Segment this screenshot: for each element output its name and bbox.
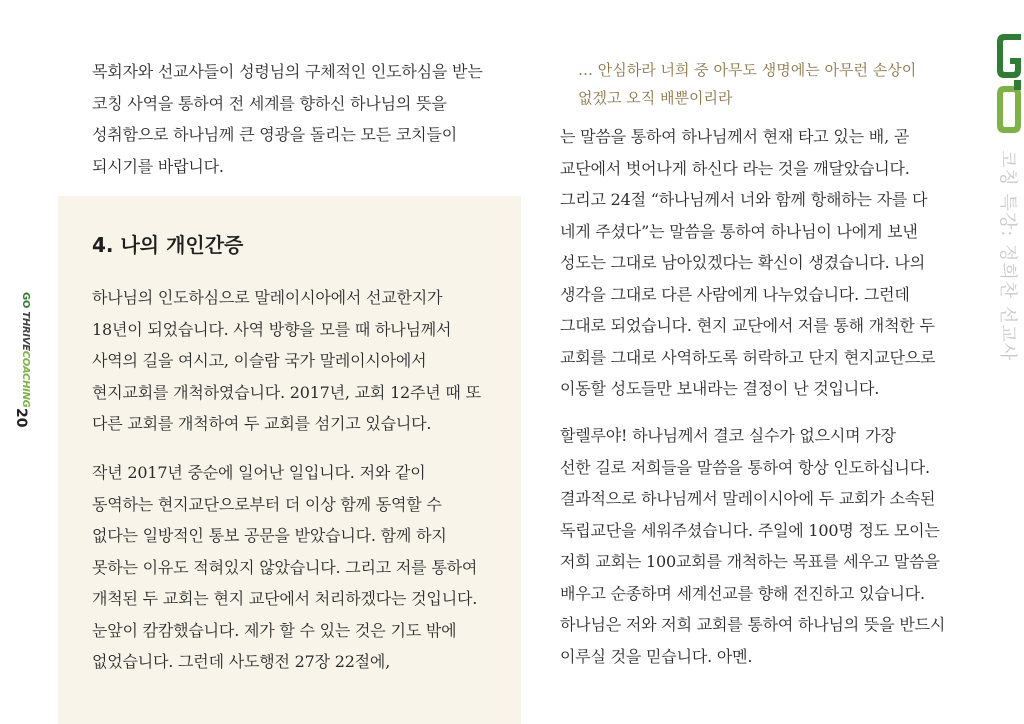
brand-go: GO (20, 292, 31, 312)
right-paragraph-1: 는 말씀을 통하여 하나님께서 현재 타고 있는 배, 곧 교단에서 벗어나게 하신다 라는 것을 깨달았습니다. 그리고 24절 “하나님께서 너와 함께 항해하는 자를 다 네게 주셨다”는 말씀을 통하여 하나님이 나에게 보낸 성도는 그대로 남아있겠다는 확신이 생겼습니다. 나의 생각을 그대로 다른 사람에게 나누었습니다. 그런데 그대로 되었습니다. 현지 교단에서 저를 통해 개척한 두 교회를 그대로 사역하도록 허락하고 단지 현지교단으로 이동할 성도들만 보내라는 결정이 난 것입니다. (560, 127, 936, 398)
testimony-paragraph-1: 하나님의 인도하심으로 말레이시아에서 선교한지가 18년이 되었습니다. 사역 방향을 모를 때 하나님께서 사역의 길을 여시고, 이슬람 국가 말레이시아에서 현지교회를 개척하였습니다. 2017년, 교회 12주년 때 또 다른 교회를 개척하여 두 교회를 섬기고 있습니다. (92, 288, 481, 433)
brand-wordmark (20, 292, 31, 408)
scripture-quote: … 안심하라 너희 중 아무도 생명에는 아무런 손상이 없겠고 오직 배뿐이리라 (578, 61, 917, 107)
brand-thrive: THRIVE (20, 311, 31, 351)
testimony-paragraph-2: 작년 2017년 중순에 일어난 일입니다. 저와 같이 동역하는 현지교단으로부터 더 이상 함께 동역할 수 없다는 일방적인 통보 공문을 받았습니다. 함께 하지 못하는 이유도 적혀있지 않았습니다. 그리고 저를 통하여 개척된 두 교회는 현지 교단에서 처리하겠다는 것입니다. 눈앞이 캄캄했습니다. 제가 할 수 있는 것은 기도 밖에 없었습니다. 그런데 사도행전 27장 22절에, (92, 463, 478, 671)
right-paragraph-2: 할렐루야! 하나님께서 결코 실수가 없으시며 가장 선한 길로 저희들을 말씀을 통하여 항상 인도하십니다. 결과적으로 하나님께서 말레이시아에 두 교회가 소속된 독립교단을 세워주셨습니다. 주일에 100명 정도 모이는 저희 교회는 100교회를 개척하는 목표를 세우고 말씀을 배우고 순종하며 세계선교를 향해 전진하고 있습니다. 하나님은 저와 저희 교회를 통하여 하나님의 뜻을 반드시 이루실 것을 믿습니다. 아멘. (560, 426, 946, 666)
go-logo-icon (994, 30, 1024, 135)
side-title-text: 코칭 특강: 정희찬 선교사 (997, 150, 1018, 362)
section-title: 4. 나의 개인간증 (92, 233, 244, 257)
page-number: 20 (13, 408, 29, 428)
side-brand (9, 292, 31, 432)
brand-coaching: COACHING (20, 350, 31, 408)
intro-paragraph: 목회자와 선교사들이 성령님의 구체적인 인도하심을 받는 코칭 사역을 통하여 전 세계를 향하신 하나님의 뜻을 성취함으로 하나님께 큰 영광을 돌리는 모든 코치들이 되시기를 바랍니다. (92, 62, 483, 176)
side-vertical-title (996, 150, 1024, 362)
